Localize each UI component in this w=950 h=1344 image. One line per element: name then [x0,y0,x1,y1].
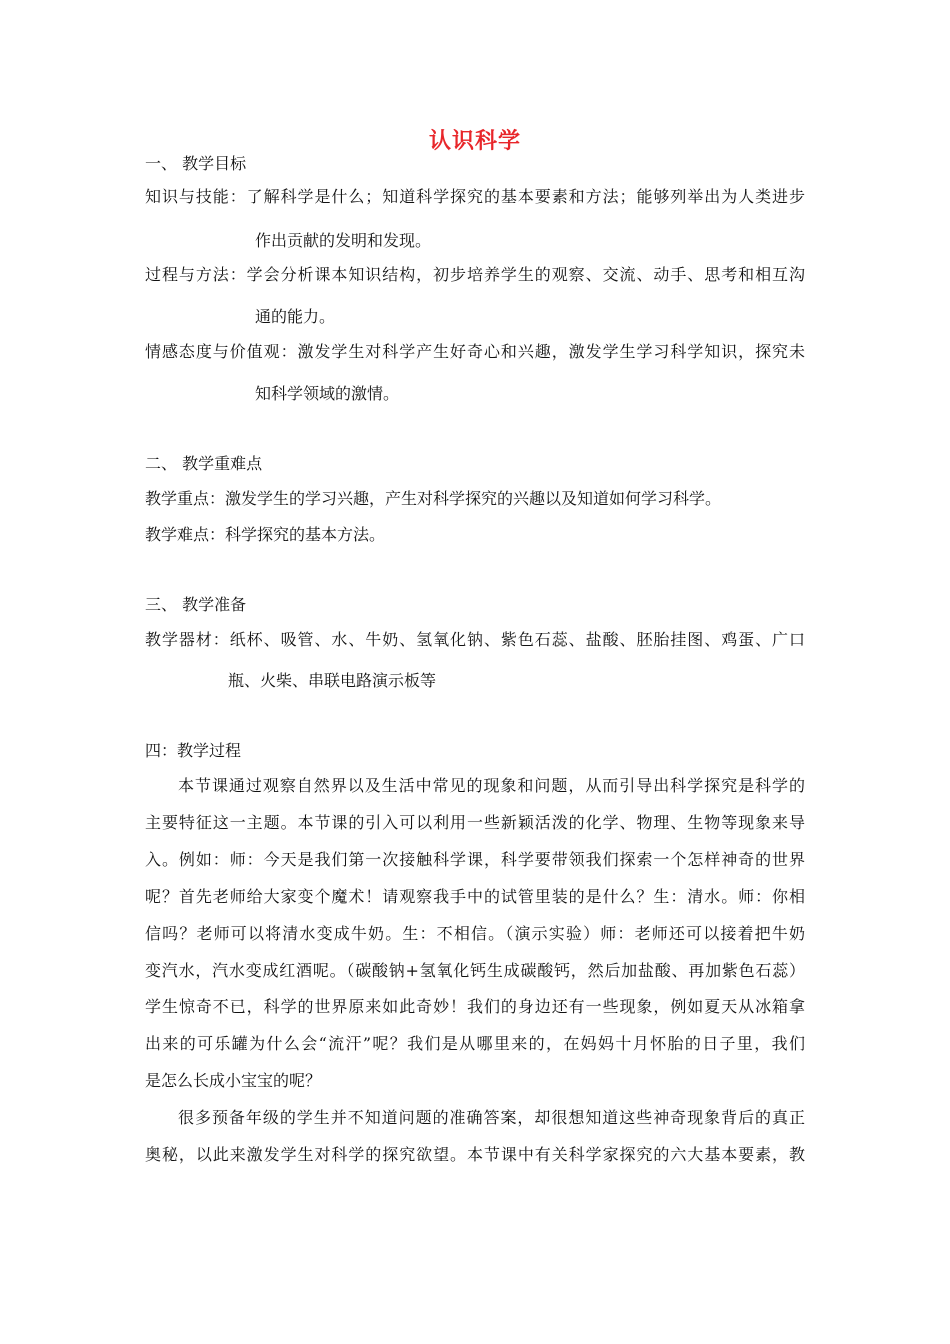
difficulty-line: 教学难点：科学探究的基本方法。 [145,525,386,544]
objective-knowledge-line2: 作出贡献的发明和发现。 [255,231,432,250]
objective-attitude-line2: 知科学领域的激情。 [255,384,400,403]
paragraph-line: 很多预备年级的学生并不知道问题的准确答案，却很想知道这些神奇现象背后的真正 [178,1108,805,1127]
paragraph-line: 出来的可乐罐为什么会“流汗”呢？我们是从哪里来的，在妈妈十月怀胎的日子里，我们 [145,1034,805,1053]
materials-line1: 教学器材：纸杯、吸管、水、牛奶、氢氧化钠、紫色石蕊、盐酸、胚胎挂图、鸡蛋、广口 [145,630,805,649]
section-heading-process: 四：教学过程 [145,741,242,760]
section-heading-key-points: 二、 教学重难点 [145,454,263,473]
paragraph-line: 呢？首先老师给大家变个魔术！请观察我手中的试管里装的是什么？生：清水。师：你相 [145,887,805,906]
paragraph-line: 主要特征这一主题。本节课的引入可以利用一些新颖活泼的化学、物理、生物等现象来导 [145,813,805,832]
paragraph-line: 奥秘，以此来激发学生对科学的探究欲望。本节课中有关科学家探究的六大基本要素，教 [145,1145,805,1164]
section-heading-preparation: 三、 教学准备 [145,595,247,614]
objective-attitude-line1: 情感态度与价值观：激发学生对科学产生好奇心和兴趣，激发学生学习科学知识，探究未 [145,342,805,361]
objective-process-line2: 通的能力。 [255,307,336,326]
paragraph-line: 变汽水，汽水变成红酒呢。（碳酸钠+氢氧化钙生成碳酸钙，然后加盐酸、再加紫色石蕊） [145,961,805,980]
objective-process-line1: 过程与方法：学会分析课本知识结构，初步培养学生的观察、交流、动手、思考和相互沟 [145,265,805,284]
document-title: 认识科学 [428,128,521,154]
objective-knowledge-line1: 知识与技能：了解科学是什么；知道科学探究的基本要素和方法；能够列举出为人类进步 [145,187,805,206]
paragraph-line: 入。例如：师：今天是我们第一次接触科学课，科学要带领我们探索一个怎样神奇的世界 [145,850,805,869]
paragraph-line: 学生惊奇不已，科学的世界原来如此奇妙！我们的身边还有一些现象，例如夏天从冰箱拿 [145,997,805,1016]
section-heading-objectives: 一、 教学目标 [145,154,247,173]
materials-line2: 瓶、火柴、串联电路演示板等 [228,671,437,690]
paragraph-line: 本节课通过观察自然界以及生活中常见的现象和问题，从而引导出科学探究是科学的 [178,776,805,795]
paragraph-line: 信吗？老师可以将清水变成牛奶。生：不相信。（演示实验）师：老师还可以接着把牛奶 [145,924,805,943]
paragraph-line: 是怎么长成小宝宝的呢？ [145,1071,322,1090]
key-point-line: 教学重点：激发学生的学习兴趣，产生对科学探究的兴趣以及知道如何学习科学。 [145,489,722,508]
